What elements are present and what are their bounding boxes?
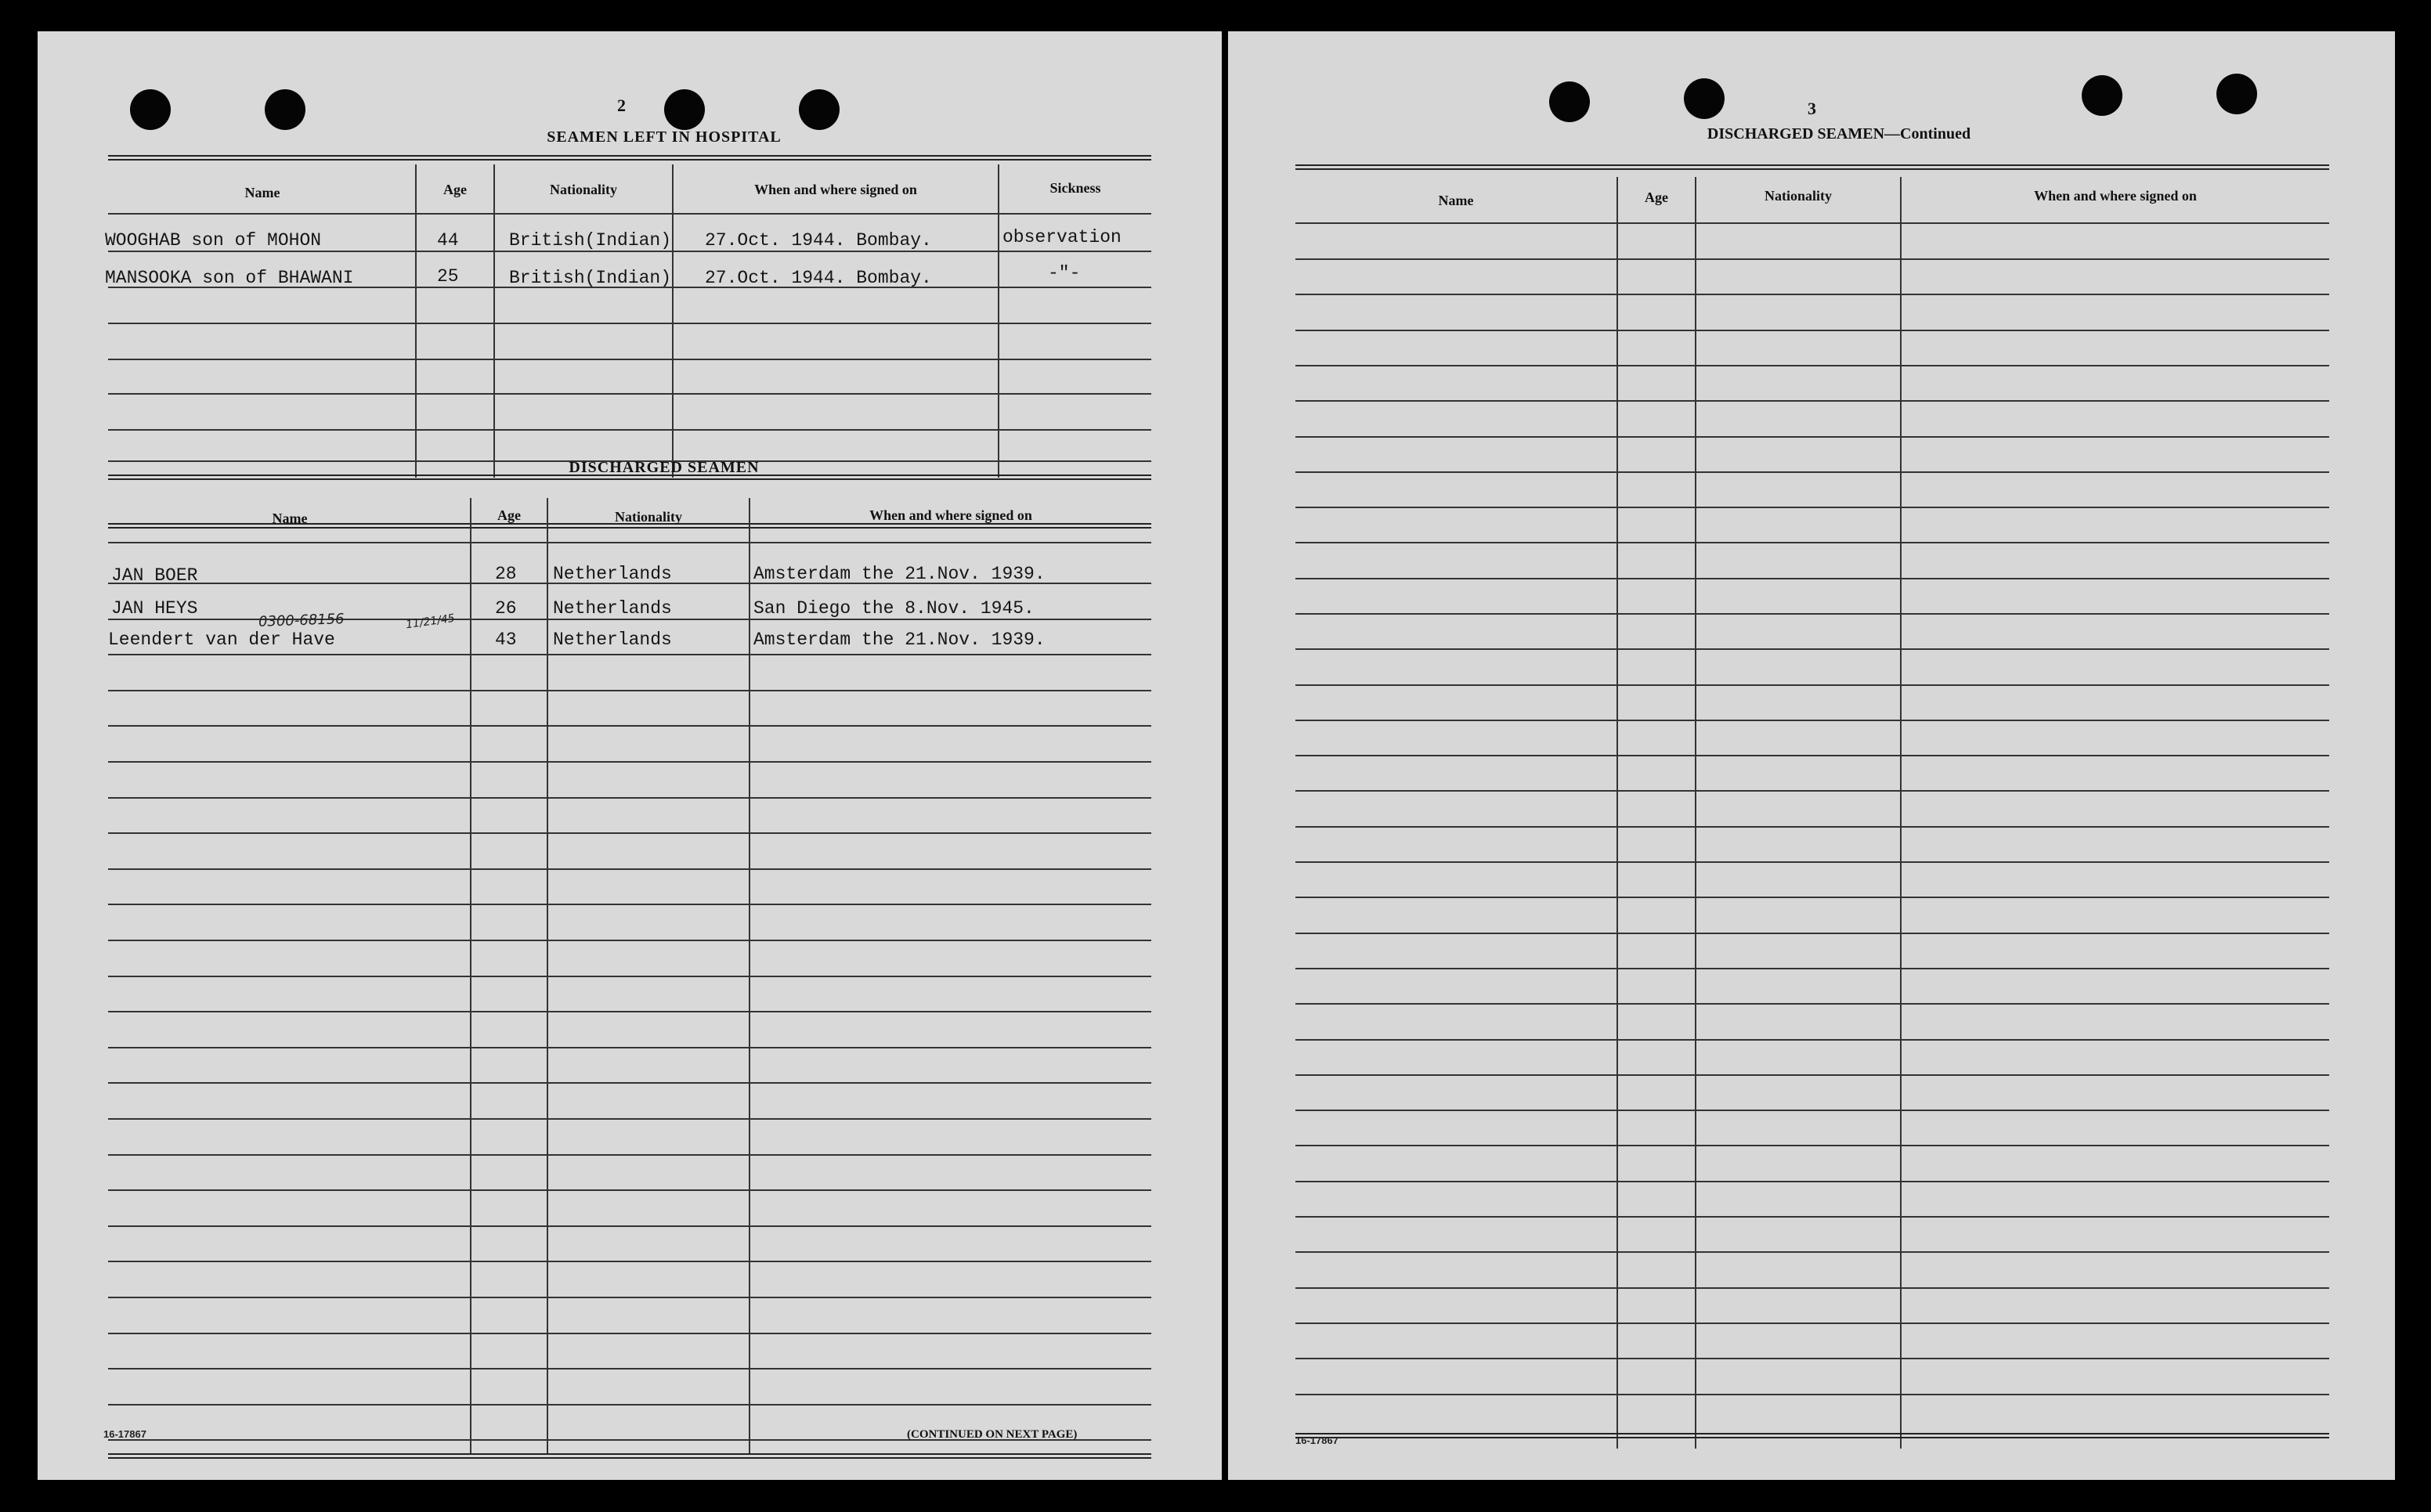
punch-hole — [2082, 75, 2122, 116]
row-rule — [108, 1189, 1151, 1191]
discharged-continued-heading: DISCHARGED SEAMEN—Continued — [1707, 125, 1971, 143]
row-rule — [1295, 861, 2329, 863]
page-number: 3 — [1808, 99, 1816, 118]
row-rule — [1295, 365, 2329, 366]
row-rule — [108, 654, 1151, 655]
column-rule — [1616, 177, 1618, 1449]
row-rule — [1295, 968, 2329, 969]
cell-age: 26 — [495, 598, 517, 619]
row-rule — [1295, 294, 2329, 295]
row-rule — [1295, 542, 2329, 543]
col-header-name: Name — [244, 185, 280, 200]
row-rule — [1295, 826, 2329, 828]
row-rule — [1295, 897, 2329, 898]
row-rule — [1295, 1145, 2329, 1146]
cell-sickness: -"- — [1048, 263, 1081, 283]
row-rule — [1295, 648, 2329, 650]
cell-nationality: Netherlands — [553, 564, 672, 584]
row-rule — [1295, 1287, 2329, 1289]
header-rule — [1295, 222, 2329, 224]
row-rule — [1295, 790, 2329, 792]
table-top-rule — [108, 155, 1151, 161]
cell-age: 28 — [495, 564, 517, 584]
row-rule — [1295, 1216, 2329, 1218]
row-rule — [1295, 258, 2329, 260]
row-rule — [1295, 720, 2329, 721]
form-number: 16-17867 — [103, 1428, 146, 1440]
row-rule — [1295, 933, 2329, 934]
cell-signed-on: Amsterdam the 21.Nov. 1939. — [753, 630, 1046, 650]
row-rule — [108, 323, 1151, 324]
handwritten-date: 11/21/45 — [405, 612, 456, 632]
punch-hole — [1684, 78, 1725, 119]
row-rule — [108, 1368, 1151, 1369]
row-rule — [1295, 1394, 2329, 1395]
column-rule — [493, 164, 495, 478]
row-rule — [108, 393, 1151, 395]
continued-note: (CONTINUED ON NEXT PAGE) — [907, 1428, 1078, 1441]
cell-age: 44 — [437, 230, 459, 251]
cell-name: Leendert van der Have — [108, 630, 335, 650]
col-header-nationality: Nationality — [1764, 188, 1832, 204]
table-bottom-rule — [1295, 1433, 2329, 1438]
row-rule — [108, 940, 1151, 941]
punch-hole — [664, 89, 705, 130]
cell-nationality: British(Indian) — [509, 230, 672, 251]
column-rule — [1695, 177, 1696, 1449]
hospital-heading: SEAMEN LEFT IN HOSPITAL — [547, 128, 782, 146]
punch-hole — [2216, 74, 2257, 114]
row-rule — [108, 725, 1151, 727]
cell-signed-on: Amsterdam the 21.Nov. 1939. — [753, 564, 1046, 584]
row-rule — [108, 1047, 1151, 1048]
col-header-age: Age — [497, 507, 521, 523]
cell-name: WOOGHAB son of MOHON — [105, 230, 322, 251]
cell-signed-on: San Diego the 8.Nov. 1945. — [753, 598, 1035, 619]
row-rule — [108, 1154, 1151, 1156]
column-rule — [1900, 177, 1902, 1449]
row-rule — [1295, 1181, 2329, 1182]
row-rule — [108, 1404, 1151, 1406]
column-rule — [672, 164, 674, 478]
row-rule — [108, 1261, 1151, 1262]
row-rule — [1295, 684, 2329, 686]
cell-name: MANSOOKA son of BHAWANI — [105, 268, 354, 288]
row-rule — [1295, 400, 2329, 402]
punch-hole — [1549, 81, 1590, 122]
cell-name: JAN BOER — [111, 565, 198, 586]
row-rule — [1295, 1039, 2329, 1041]
col-header-sickness: Sickness — [1049, 180, 1101, 196]
cell-sickness: observation — [1002, 227, 1122, 247]
row-rule — [108, 797, 1151, 799]
table-top-rule — [1295, 164, 2329, 170]
row-rule — [1295, 755, 2329, 756]
row-rule — [1295, 613, 2329, 615]
row-rule — [108, 832, 1151, 834]
col-header-nationality: Nationality — [614, 509, 682, 525]
row-rule — [108, 904, 1151, 905]
row-rule — [108, 761, 1151, 763]
punch-hole — [799, 89, 840, 130]
cell-signed-on: 27.Oct. 1944. Bombay. — [705, 230, 932, 251]
row-rule — [108, 690, 1151, 691]
column-rule — [415, 164, 417, 478]
row-rule — [108, 1082, 1151, 1084]
page-number: 2 — [617, 96, 626, 115]
col-header-name: Name — [1438, 193, 1474, 208]
col-header-signed-on: When and where signed on — [869, 507, 1032, 523]
row-rule — [108, 976, 1151, 977]
row-rule — [1295, 471, 2329, 473]
punch-hole — [265, 89, 305, 130]
col-header-signed-on: When and where signed on — [2034, 188, 2197, 204]
row-rule — [1295, 1358, 2329, 1359]
cell-nationality: Netherlands — [553, 598, 672, 619]
form-number: 16-17867 — [1295, 1434, 1338, 1446]
col-header-age: Age — [1645, 189, 1668, 205]
row-rule — [108, 1297, 1151, 1298]
column-rule — [998, 164, 999, 478]
row-rule — [108, 1118, 1151, 1120]
cell-age: 25 — [437, 266, 459, 287]
cell-nationality: British(Indian) — [509, 268, 672, 288]
cell-age: 43 — [495, 630, 517, 650]
row-rule — [108, 1011, 1151, 1012]
row-rule — [108, 429, 1151, 431]
punch-hole — [130, 89, 171, 130]
header-rule — [108, 542, 1151, 543]
row-rule — [1295, 507, 2329, 508]
row-rule — [1295, 1003, 2329, 1005]
row-rule — [1295, 578, 2329, 579]
row-rule — [1295, 1323, 2329, 1324]
row-rule — [1295, 1110, 2329, 1111]
col-header-signed-on: When and where signed on — [754, 182, 917, 197]
row-rule — [1295, 1251, 2329, 1253]
col-header-age: Age — [443, 182, 467, 197]
row-rule — [1295, 436, 2329, 438]
cell-nationality: Netherlands — [553, 630, 672, 650]
row-rule — [1295, 330, 2329, 331]
right-page — [1228, 31, 2395, 1480]
row-rule — [108, 1225, 1151, 1227]
row-rule — [108, 868, 1151, 870]
row-rule — [108, 251, 1151, 252]
cell-signed-on: 27.Oct. 1944. Bombay. — [705, 268, 932, 288]
table-bottom-rule — [108, 1453, 1151, 1459]
handwritten-number: 0300-68156 — [258, 611, 345, 630]
left-page — [38, 31, 1222, 1480]
row-rule — [108, 1333, 1151, 1334]
col-header-name: Name — [272, 511, 308, 526]
discharged-heading: DISCHARGED SEAMEN — [569, 459, 760, 476]
col-header-nationality: Nationality — [549, 182, 617, 197]
header-rule — [108, 213, 1151, 215]
row-rule — [108, 359, 1151, 360]
cell-name: JAN HEYS — [111, 598, 198, 619]
row-rule — [1295, 1074, 2329, 1076]
